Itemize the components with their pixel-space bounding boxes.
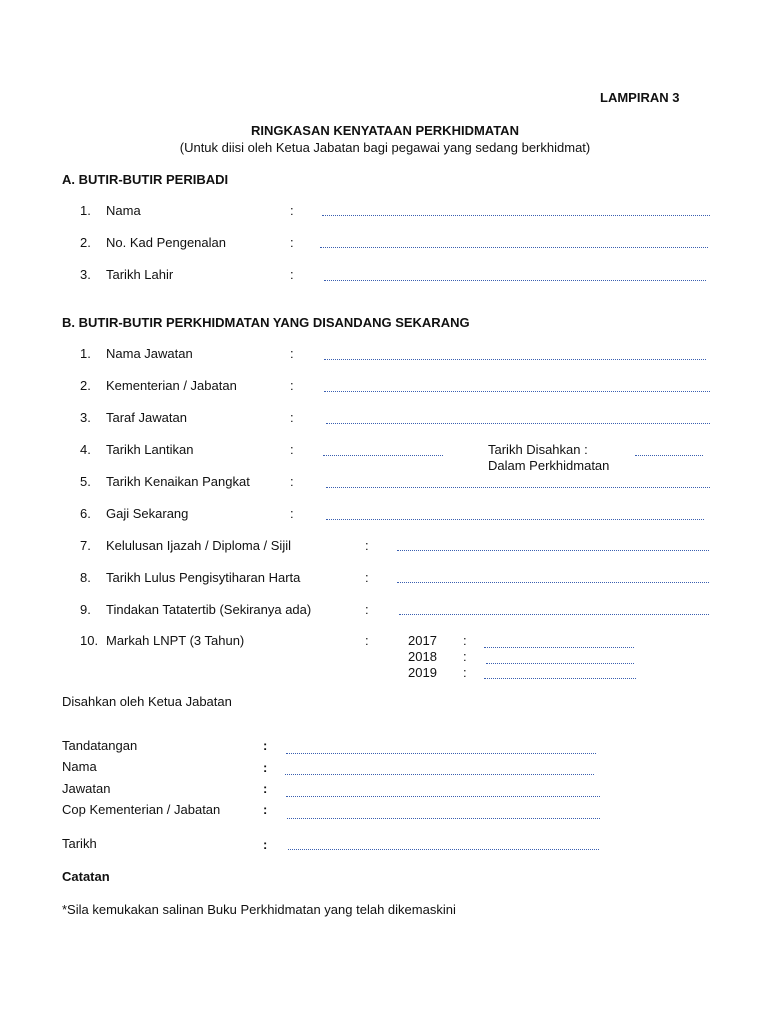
field-label: Cop Kementerian / Jabatan xyxy=(62,802,221,817)
name-field[interactable] xyxy=(322,215,710,216)
colon: : xyxy=(290,442,294,457)
colon: : xyxy=(365,633,369,648)
colon: : xyxy=(263,760,268,775)
field-label: Tarikh Kenaikan Pangkat xyxy=(106,474,250,489)
colon: : xyxy=(365,602,369,617)
row-number: 3. xyxy=(80,267,91,282)
confirm-date-label: Tarikh Disahkan : xyxy=(488,442,588,457)
confirm-date-field[interactable] xyxy=(635,455,703,456)
row-number: 10. xyxy=(80,633,99,648)
appointment-date-field[interactable] xyxy=(323,455,443,456)
colon: : xyxy=(290,474,294,489)
field-label: Gaji Sekarang xyxy=(106,506,189,521)
notes-text: *Sila kemukakan salinan Buku Perkhidmatan yang telah dikemaskini xyxy=(62,902,456,917)
page-subtitle: (Untuk diisi oleh Ketua Jabatan bagi pegawai yang sedang berkhidmat) xyxy=(179,140,591,155)
row-number: 3. xyxy=(80,410,91,425)
approval-date-field[interactable] xyxy=(288,849,599,850)
row-number: 1. xyxy=(80,346,91,361)
stamp-field[interactable] xyxy=(287,818,600,819)
colon: : xyxy=(263,837,268,852)
qualification-field[interactable] xyxy=(397,550,709,551)
colon: : xyxy=(290,410,294,425)
lnpt-year: 2017 xyxy=(408,633,437,648)
signature-field[interactable] xyxy=(286,753,596,754)
colon: : xyxy=(290,506,294,521)
approval-heading: Disahkan oleh Ketua Jabatan xyxy=(62,694,232,709)
row-number: 2. xyxy=(80,378,91,393)
colon: : xyxy=(290,378,294,393)
row-number: 4. xyxy=(80,442,91,457)
field-label: Tarikh Lulus Pengisytiharan Harta xyxy=(106,570,301,585)
position-name-field[interactable] xyxy=(324,359,706,360)
approver-name-field[interactable] xyxy=(285,774,594,775)
approver-position-field[interactable] xyxy=(286,796,600,797)
field-label: Tarikh xyxy=(62,836,97,851)
field-label: Nama xyxy=(62,759,97,774)
colon: : xyxy=(263,781,268,796)
colon: : xyxy=(290,203,294,218)
field-label: Tindakan Tatatertib (Sekiranya ada) xyxy=(106,602,312,617)
row-number: 8. xyxy=(80,570,91,585)
row-number: 7. xyxy=(80,538,91,553)
birth-date-field[interactable] xyxy=(324,280,706,281)
colon: : xyxy=(463,633,467,648)
colon: : xyxy=(365,570,369,585)
salary-field[interactable] xyxy=(326,519,704,520)
field-label: Tandatangan xyxy=(62,738,138,753)
ic-number-field[interactable] xyxy=(320,247,708,248)
row-number: 6. xyxy=(80,506,91,521)
position-status-field[interactable] xyxy=(326,423,710,424)
row-number: 9. xyxy=(80,602,91,617)
colon: : xyxy=(263,738,268,753)
field-label: Tarikh Lantikan xyxy=(106,442,194,457)
appendix-label: LAMPIRAN 3 xyxy=(600,90,680,105)
colon: : xyxy=(463,649,467,664)
lnpt-year: 2019 xyxy=(408,665,437,680)
colon: : xyxy=(463,665,467,680)
field-label: Tarikh Lahir xyxy=(106,267,174,282)
row-number: 2. xyxy=(80,235,91,250)
ministry-field[interactable] xyxy=(324,391,710,392)
colon: : xyxy=(290,235,294,250)
colon: : xyxy=(263,802,268,817)
field-label: Markah LNPT (3 Tahun) xyxy=(106,633,245,648)
field-label: Jawatan xyxy=(62,781,111,796)
disciplinary-field[interactable] xyxy=(399,614,709,615)
row-number: 1. xyxy=(80,203,91,218)
row-number: 5. xyxy=(80,474,91,489)
page-title: RINGKASAN KENYATAAN PERKHIDMATAN xyxy=(251,123,519,138)
colon: : xyxy=(290,346,294,361)
field-label: Taraf Jawatan xyxy=(106,410,187,425)
field-label: Kelulusan Ijazah / Diploma / Sijil xyxy=(106,538,291,553)
field-label: Nama xyxy=(106,203,141,218)
colon: : xyxy=(365,538,369,553)
notes-heading: Catatan xyxy=(62,869,110,884)
section-b-heading: B. BUTIR-BUTIR PERKHIDMATAN YANG DISANDANG SEKARANG xyxy=(62,315,470,330)
lnpt-2019-field[interactable] xyxy=(484,678,636,679)
field-label: Kementerian / Jabatan xyxy=(106,378,237,393)
confirm-date-label-2: Dalam Perkhidmatan xyxy=(488,458,610,473)
field-label: No. Kad Pengenalan xyxy=(106,235,226,250)
lnpt-2017-field[interactable] xyxy=(484,647,634,648)
section-a-heading: A. BUTIR-BUTIR PERIBADI xyxy=(62,172,229,187)
promotion-date-field[interactable] xyxy=(326,487,710,488)
colon: : xyxy=(290,267,294,282)
lnpt-year: 2018 xyxy=(408,649,437,664)
lnpt-2018-field[interactable] xyxy=(486,663,634,664)
field-label: Nama Jawatan xyxy=(106,346,193,361)
asset-declaration-date-field[interactable] xyxy=(397,582,709,583)
